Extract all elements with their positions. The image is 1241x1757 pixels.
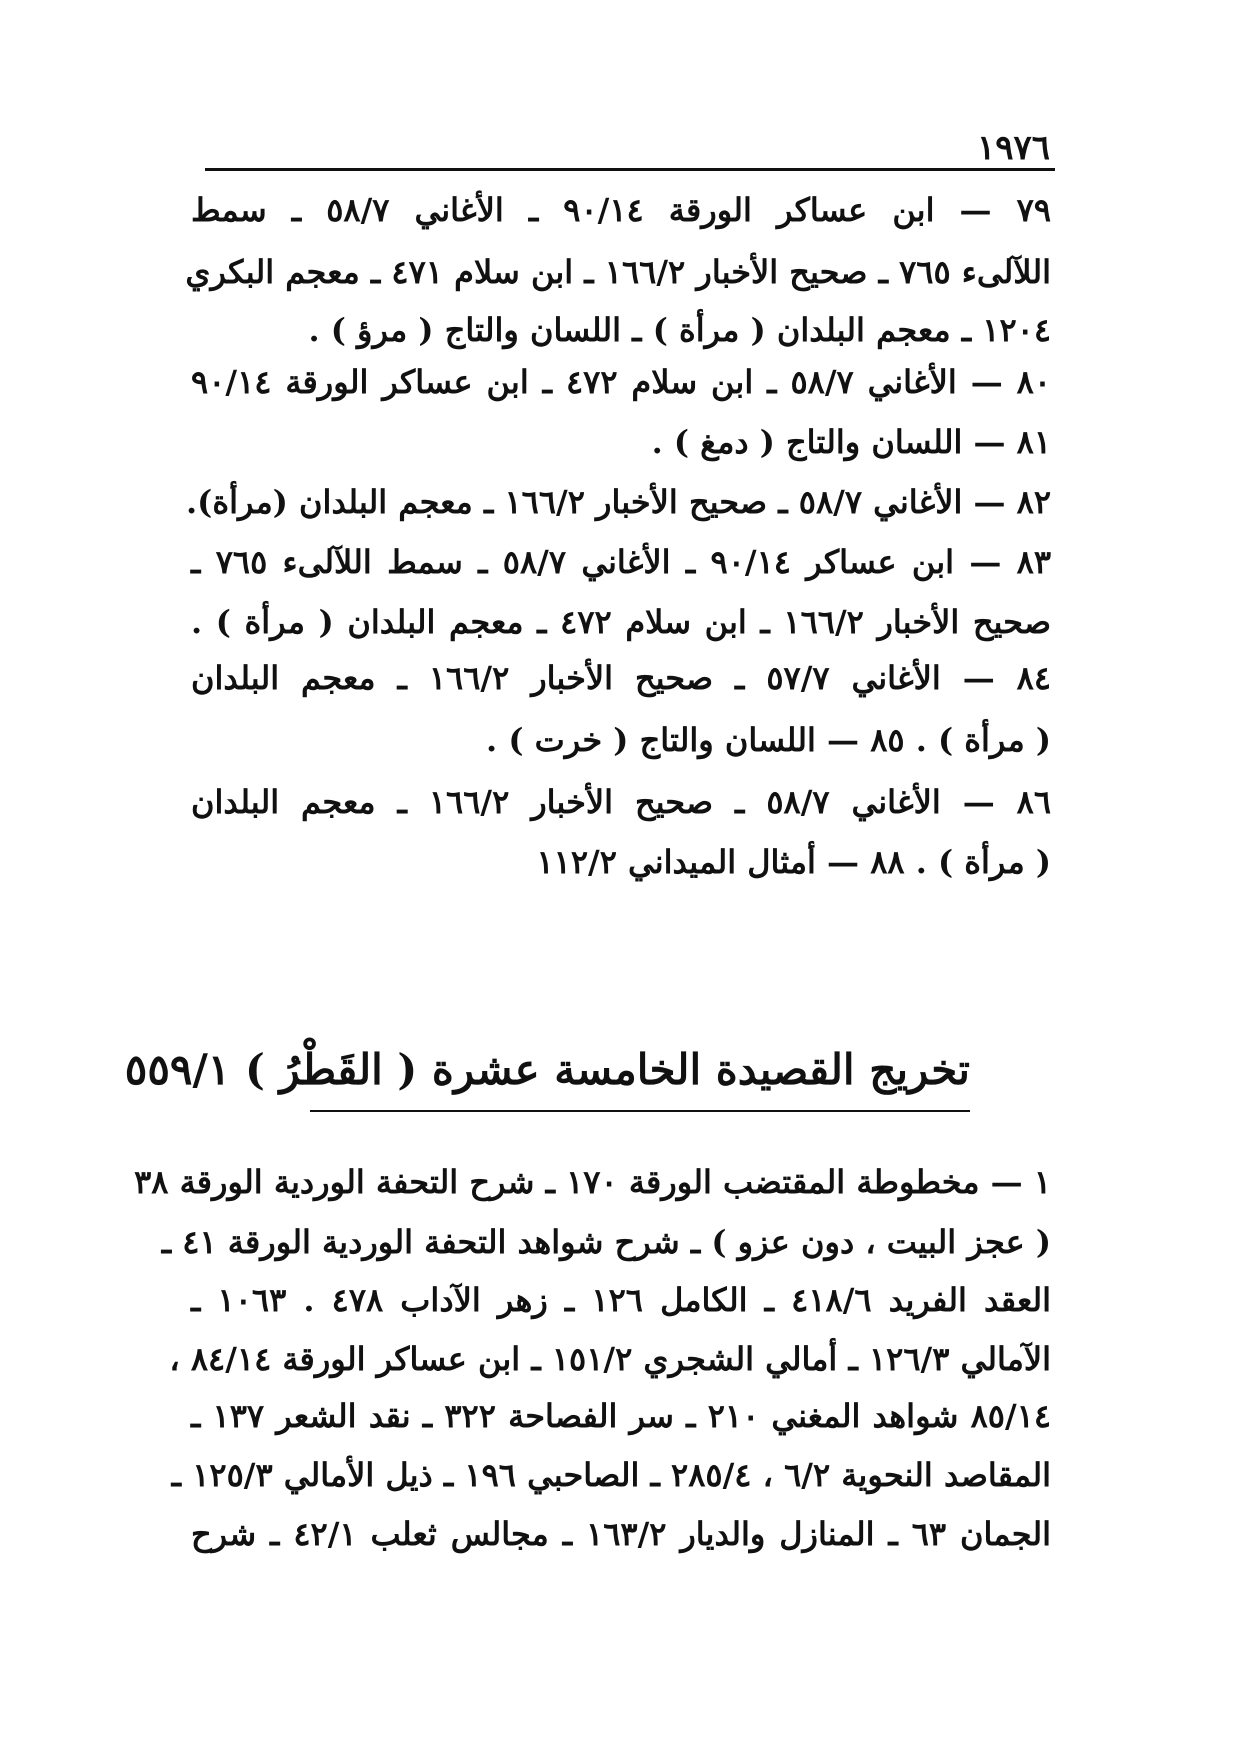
entry-line: ٨٤ — الأغاني ٥٧/٧ ـ صحيح الأخبار ١٦٦/٢ ـ معجم البلدان: [191, 659, 1052, 697]
page-number: ١٩٧٦: [976, 128, 1050, 168]
section-heading: تخريج القصيدة الخامسة عشرة ( القَطْرُ ) ٥٥٩/١: [124, 1045, 970, 1094]
entry-line: ٨٦ — الأغاني ٥٨/٧ ـ صحيح الأخبار ١٦٦/٢ ـ معجم البلدان: [191, 783, 1052, 821]
entry-line: ٧٩ — ابن عساكر الورقة ٩٠/١٤ ـ الأغاني ٥٨/٧ ـ سمط: [191, 191, 1051, 229]
entry-line: ٨٢ — الأغاني ٥٨/٧ ـ صحيح الأخبار ١٦٦/٢ ـ معجم البلدان (مرأة).: [186, 483, 1051, 521]
entry-line: ( مرأة ) . ٨٨ — أمثال الميداني ١١٢/٢: [536, 843, 1051, 881]
entry-line: اللآلىء ٧٦٥ ـ صحيح الأخبار ١٦٦/٢ ـ ابن سلام ٤٧١ ـ معجم البكري: [185, 253, 1051, 291]
entry-line: ( عجز البيت ، دون عزو ) ـ شرح شواهد التحفة الوردية الورقة ٤١ ـ: [161, 1223, 1051, 1261]
entry-line: ١٢٠٤ ـ معجم البلدان ( مرأة ) ـ اللسان والتاج ( مرؤ ) .: [308, 311, 1051, 349]
heading-rule: [310, 1110, 970, 1112]
entry-line: صحيح الأخبار ١٦٦/٢ ـ ابن سلام ٤٧٢ ـ معجم البلدان ( مرأة ) .: [191, 603, 1052, 641]
entry-line: ١ — مخطوطة المقتضب الورقة ١٧٠ ـ شرح التحفة الوردية الورقة ٣٨: [134, 1163, 1051, 1201]
entry-line: الجمان ٦٣ ـ المنازل والديار ١٦٣/٢ ـ مجالس ثعلب ٤٢/١ ـ شرح: [191, 1515, 1052, 1553]
entry-line: ( مرأة ) . ٨٥ — اللسان والتاج ( خرت ) .: [486, 721, 1051, 759]
entry-line: ٨١ — اللسان والتاج ( دمغ ) .: [651, 423, 1051, 461]
header-rule: [205, 168, 1055, 171]
entry-line: ٨٠ — الأغاني ٥٨/٧ ـ ابن سلام ٤٧٢ ـ ابن عساكر الورقة ٩٠/١٤: [191, 363, 1052, 401]
entry-line: الآمالي ١٢٦/٣ ـ أمالي الشجري ١٥١/٢ ـ ابن عساكر الورقة ٨٤/١٤ ،: [169, 1340, 1051, 1378]
entry-line: العقد الفريد ٤١٨/٦ ـ الكامل ١٢٦ ـ زهر الآداب ٤٧٨ . ١٠٦٣ ـ: [191, 1281, 1052, 1319]
entry-line: ٨٥/١٤ شواهد المغني ٢١٠ ـ سر الفصاحة ٣٢٢ ـ نقد الشعر ١٣٧ ـ: [191, 1397, 1052, 1435]
entry-line: المقاصد النحوية ٦/٢ ، ٢٨٥/٤ ـ الصاحبي ١٩٦ ـ ذيل الأمالي ١٢٥/٣ ـ: [171, 1456, 1051, 1494]
entry-line: ٨٣ — ابن عساكر ٩٠/١٤ ـ الأغاني ٥٨/٧ ـ سمط اللآلىء ٧٦٥ ـ: [191, 543, 1052, 581]
